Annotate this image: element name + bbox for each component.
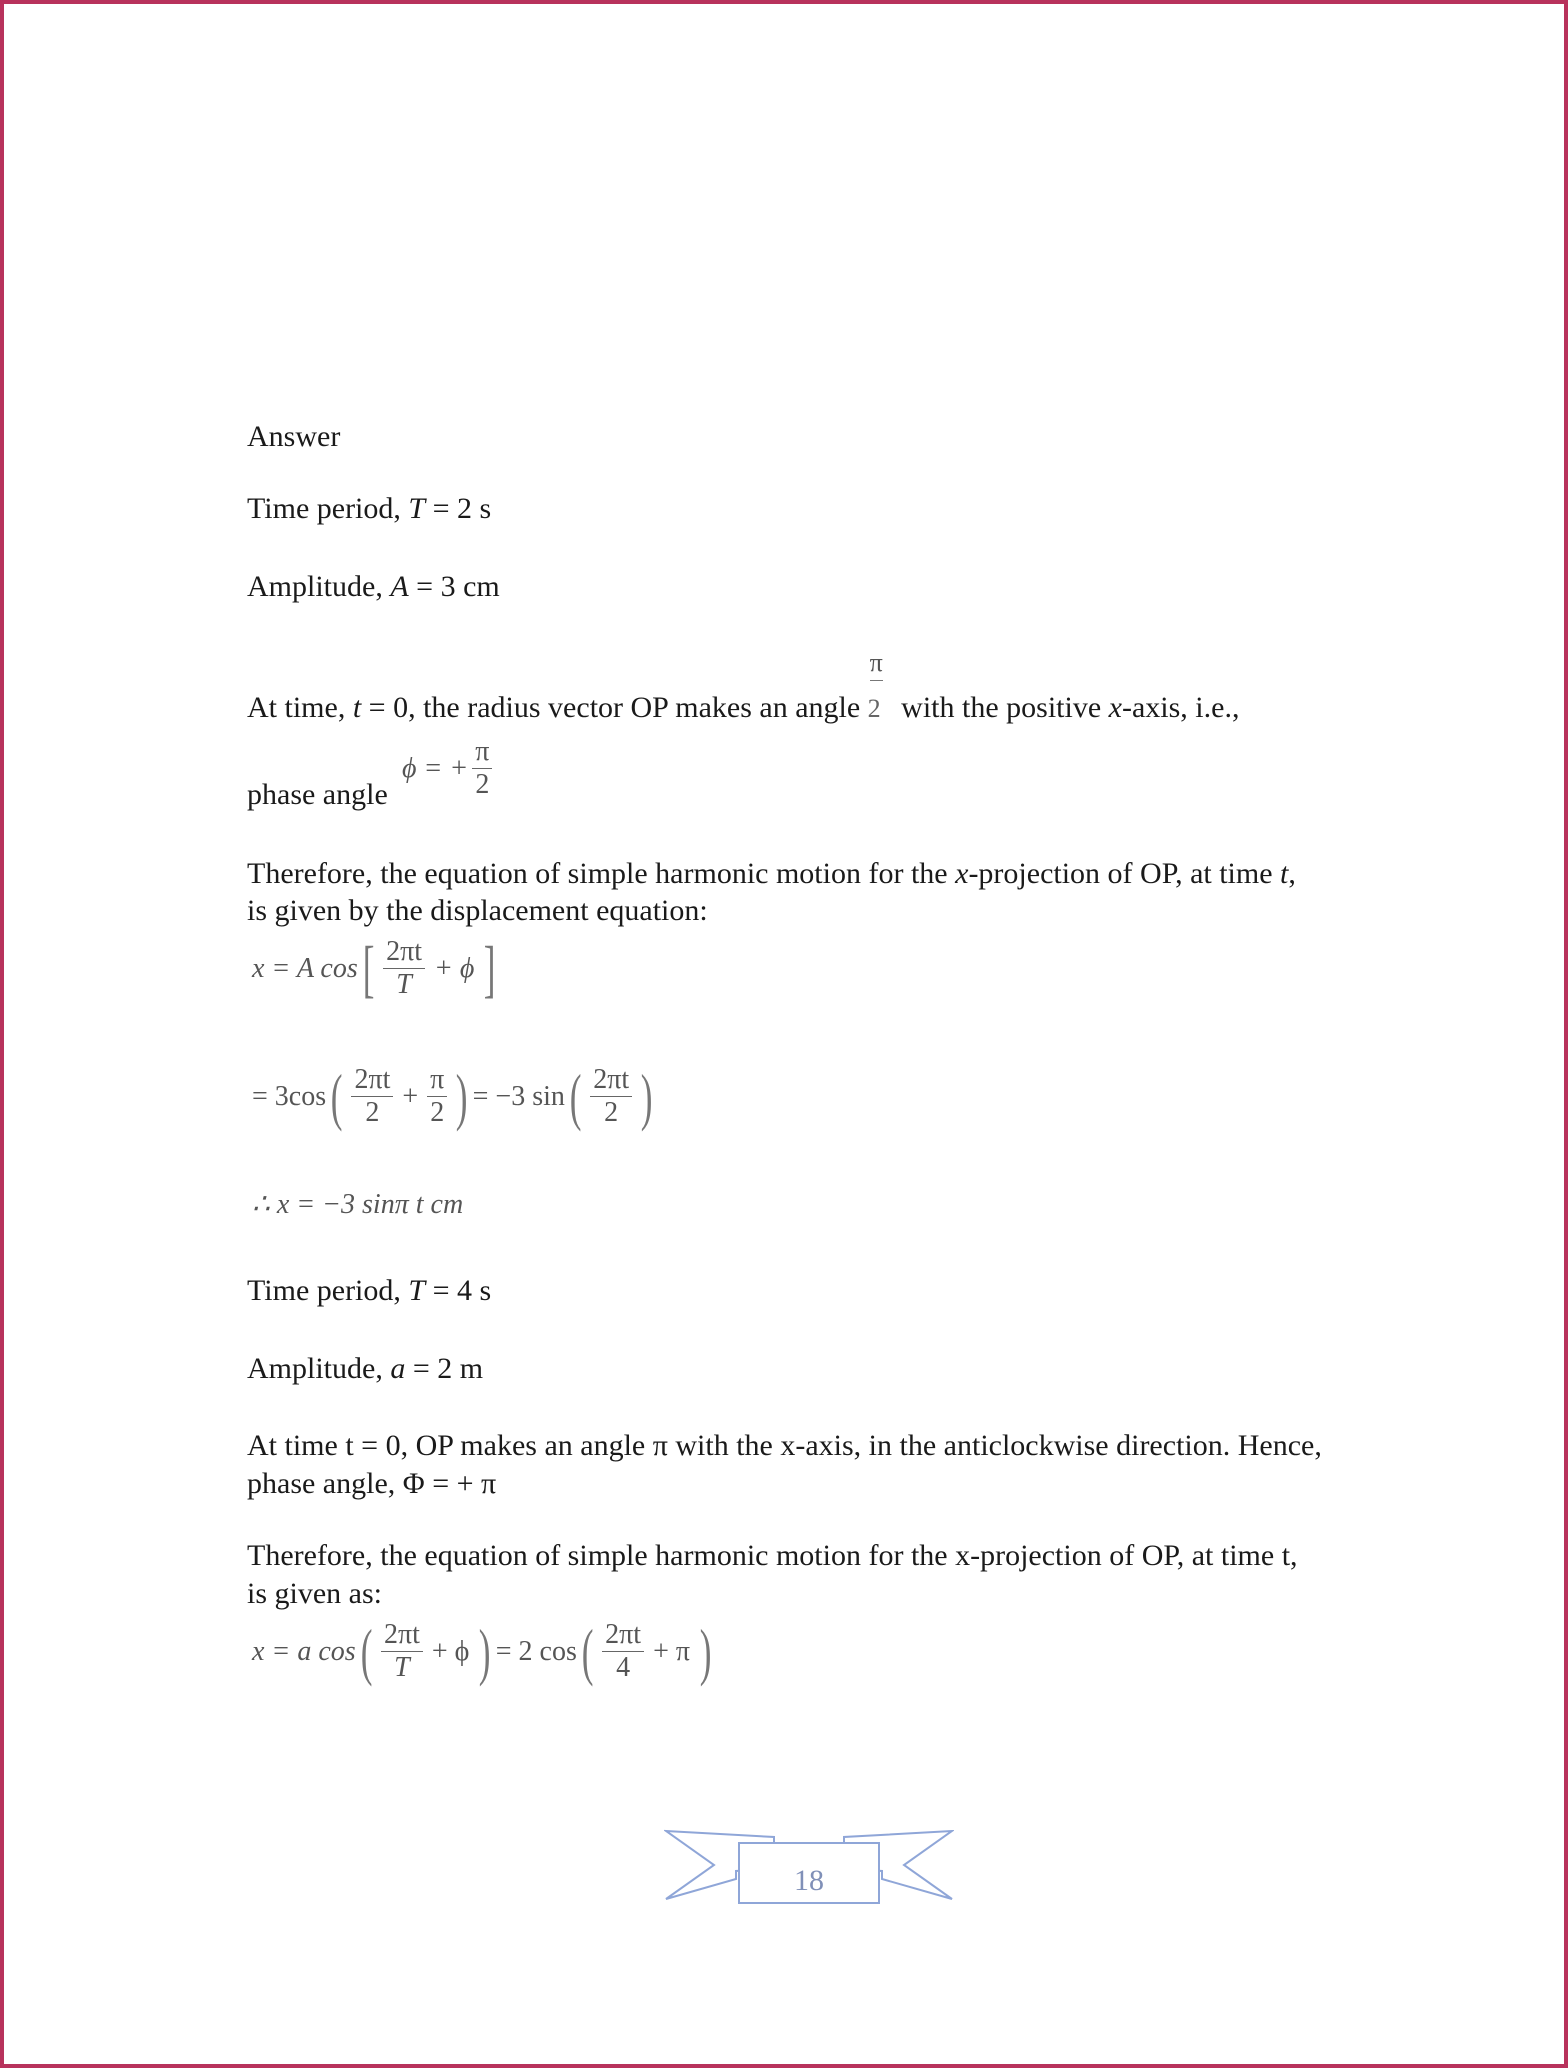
fraction-denominator: 2 <box>867 694 881 723</box>
angle-line-1: At time, t = 0, the radius vector OP makes an angle $\frac{\pi}{2}$ with the positive x-axis, i.e., <box>247 648 1240 724</box>
therefore-line-3: Therefore, the equation of simple harmonic motion for the x-projection of OP, at time t, <box>247 1539 1298 1572</box>
equation-3: ∴ x = −3 sinπ t cm <box>252 1189 464 1220</box>
equation-2: = 3cos ( $\frac{2\pi t}{2}$ + $\frac{\pi}{2}$ ) = −3 sin ( $\frac{2\pi t}{2}$ ) <box>252 1060 653 1132</box>
angle-line-2a: At time t = 0, OP makes an angle π with the x-axis, in the anticlockwise direction. Hence, <box>247 1429 1322 1462</box>
fraction-numerator: π <box>870 646 883 681</box>
page-number: 18 <box>794 1864 824 1897</box>
therefore-line-1: Therefore, the equation of simple harmonic motion for the x-projection of OP, at time t, <box>247 857 1296 890</box>
phase-angle-line-1: phase angle <box>247 778 388 811</box>
therefore-line-4: is given as: <box>247 1577 382 1610</box>
answer-heading: Answer <box>247 420 341 453</box>
phase-angle-expression: ϕ = + $\frac{\pi}{2}$ <box>402 736 496 801</box>
therefore-line-2: is given by the displacement equation: <box>247 894 708 927</box>
equation-4: x = a cos ( $\frac{2\pi t}{T}$ + ϕ ) = 2 cos ( $\frac{2\pi t}{4}$ + π ) <box>252 1615 712 1687</box>
amplitude-line-2: Amplitude, a = 2 m <box>247 1352 484 1385</box>
time-period-line-1: Time period, T = 2 s <box>247 492 492 525</box>
time-period-line-2: Time period, T = 4 s <box>247 1274 492 1307</box>
equation-1: x = A cos [ $\frac{2\pi t}{T}$ + ϕ ] <box>252 932 496 1004</box>
angle-line-2b: phase angle, Φ = + π <box>247 1467 497 1500</box>
amplitude-line-1: Amplitude, A = 3 cm <box>247 570 500 603</box>
